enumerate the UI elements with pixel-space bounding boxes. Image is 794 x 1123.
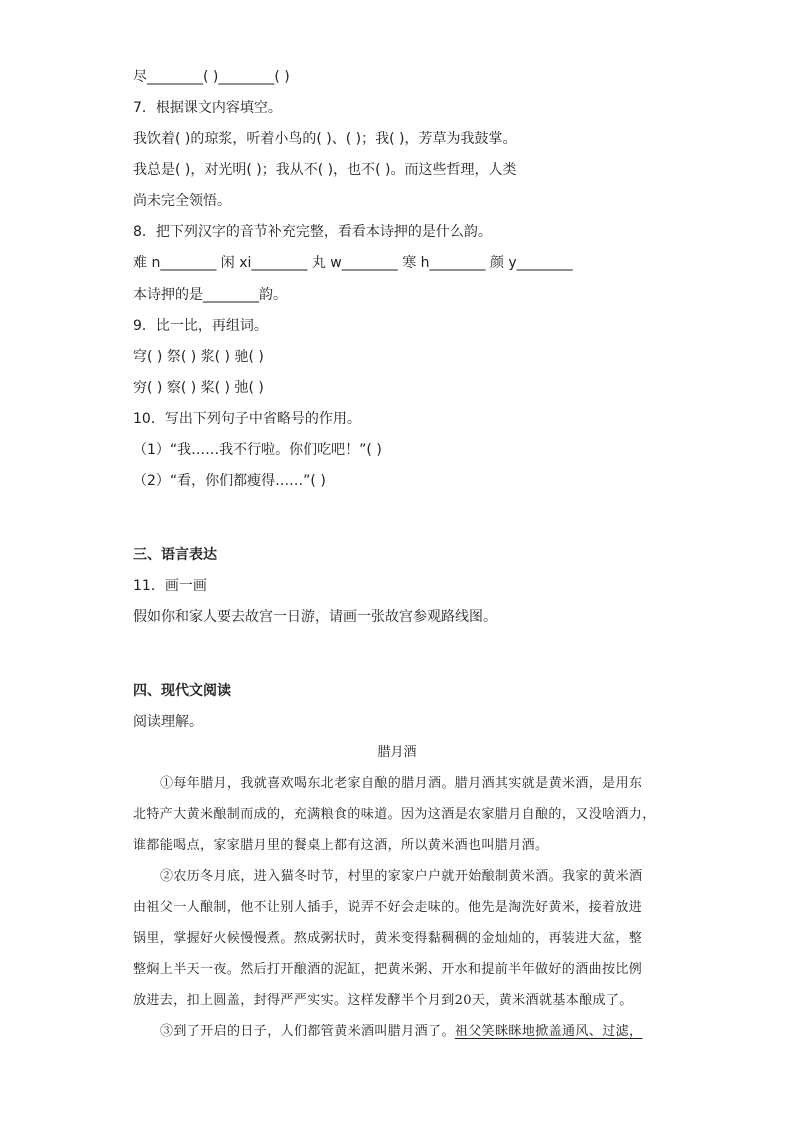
question-8-title: 8．把下列汉字的音节补充完整，看看本诗押的是什么韵。 xyxy=(133,224,492,240)
section-4-heading: 四、现代文阅读 xyxy=(133,683,231,699)
article-paragraph-2-line: 锅里，掌握好火候慢慢煮。熬成粥状时，黄米变得黏稠稠的金灿灿的，再装进大盆，整 xyxy=(133,931,643,946)
article-paragraph-3-text: ③到了开启的日子，人们都管黄米酒叫腊月酒了。 xyxy=(160,1024,455,1039)
article-title: 腊月酒 xyxy=(377,745,417,760)
section-3-heading: 三、语言表达 xyxy=(133,547,217,563)
question-8-rhyme: 本诗押的是________韵。 xyxy=(133,287,287,303)
article-paragraph-3 xyxy=(160,1022,642,1042)
question-10-title: 10．写出下列句子中省略号的作用。 xyxy=(133,411,361,427)
q6-answer-line: 尽________( )________( ) xyxy=(133,69,290,85)
question-7-title: 7．根据课文内容填空。 xyxy=(133,100,282,116)
question-10-item-2: （2）“看，你们都瘦得……”( ) xyxy=(133,473,326,489)
question-7-line-3: 尚未完全领悟。 xyxy=(133,193,231,209)
question-8-syllables: 难 n________ 闲 xi________ 丸 w________ 寒 h________ 颜 y________ xyxy=(133,255,573,271)
article-paragraph-2-line: 放进去，扣上圆盖，封得严严实实。这样发酵半个月到20天，黄米酒就基本酿成了。 xyxy=(133,993,633,1008)
article-paragraph-2-line: 由祖父一人酿制，他不让别人插手，说弄不好会走味的。他先是淘洗好黄米，接着放进 xyxy=(133,900,643,915)
question-9-row-2: 穷( ) 察( ) 桨( ) 弛( ) xyxy=(133,380,264,396)
reading-intro: 阅读理解。 xyxy=(133,714,203,730)
question-7-line-1: 我饮着( )的琼浆，听着小鸟的( )、( )；我( )，芳草为我鼓掌。 xyxy=(133,131,517,147)
question-11-text: 假如你和家人要去故宫一日游，请画一张故宫参观路线图。 xyxy=(133,609,497,625)
article-paragraph-1: ①每年腊月，我就喜欢喝东北老家自酿的腊月酒。腊月酒其实就是黄米酒，是用东 xyxy=(160,776,643,791)
article-paragraph-1-line: 北特产大黄米酿制而成的，充满粮食的味道。因为这酒是农家腊月自酿的，又没啥酒力， xyxy=(133,807,656,822)
question-9-title: 9．比一比，再组词。 xyxy=(133,318,268,334)
underlined-sentence: 祖父笑眯眯地掀盖通风、过滤， xyxy=(454,1024,643,1039)
question-10-item-1: （1）“我……我不行啦。你们吃吧！”( ) xyxy=(133,442,382,458)
question-11-title: 11．画一画 xyxy=(133,578,207,594)
article-paragraph-2-line: 整焖上半天一夜。然后打开酿酒的泥缸，把黄米粥、开水和提前半年做好的酒曲按比例 xyxy=(133,962,643,977)
article-paragraph-2: ②农历冬月底，进入猫冬时节，村里的家家户户就开始酿制黄米酒。我家的黄米酒 xyxy=(160,869,643,884)
article-paragraph-1-line: 谁都能喝点，家家腊月里的餐桌上都有这酒，所以黄米酒也叫腊月酒。 xyxy=(133,838,549,853)
question-7-line-2: 我总是( )，对光明( )；我从不( )，也不( )。而这些哲理，人类 xyxy=(133,162,517,178)
question-9-row-1: 穹( ) 祭( ) 浆( ) 驰( ) xyxy=(133,349,264,365)
